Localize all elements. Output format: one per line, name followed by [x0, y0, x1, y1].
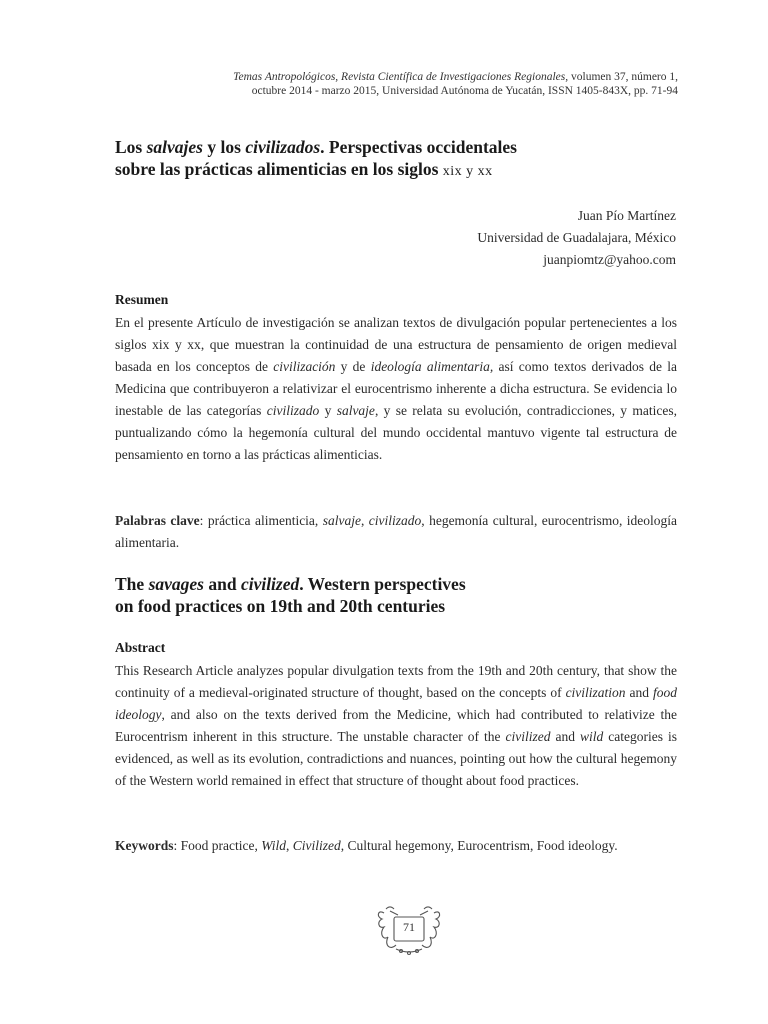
author-email[interactable]: juanpiomtz@yahoo.com [543, 252, 676, 267]
author-affiliation: Universidad de Guadalajara, México [477, 230, 676, 245]
author-name: Juan Pío Martínez [577, 208, 676, 223]
journal-header-line-1: Temas Antropológicos, Revista Científica de Investigaciones Regionales, volumen 37, número 1, [233, 71, 678, 83]
article-title-en: The savages and civilized. Western perspectives on food practices on 19th and 20th centuries [115, 574, 466, 616]
abstract-text: This Research Article analyzes popular divulgation texts from the 19th and 20th century, that show the continuity of a medieval-originated structure of thought, based on the concepts of civilization and food ideology, and also on the texts derived from the Medicine, which had contributed to relativize the Eurocentrism inherent in this structure. The unstable character of the civilized and wild categories is evidenced, as well as its evolution, contradictions and nuances, pointing out how the cultural hegemony of the Western world remained in effect that structure of thought about food practices. [115, 663, 677, 788]
article-title-es: Los salvajes y los civilizados. Perspectivas occidentales sobre las prácticas alimenticias en los siglos xix y xx [115, 137, 517, 179]
journal-header-line-2: octubre 2014 - marzo 2015, Universidad Autónoma de Yucatán, ISSN 1405-843X, pp. 71-94 [251, 85, 678, 97]
palabras-clave-label: Palabras clave [115, 513, 200, 528]
keywords-label: Keywords [115, 838, 174, 853]
journal-header [118, 70, 678, 98]
resumen-heading: Resumen [115, 292, 169, 307]
keywords: Keywords: Food practice, Wild, Civilized, Cultural hegemony, Eurocentrism, Food ideology. [115, 838, 618, 853]
abstract-heading: Abstract [115, 640, 166, 655]
resumen-text: En el presente Artículo de investigación se analizan textos de divulgación popular pertenecientes a los siglos xix y xx, que muestran la continuidad de una estructura de pensamiento de origen medieval basada en los conceptos de civilización y de ideología alimentaria, así como textos derivados de la Medicina que contribuyeron a relativizar el eurocentrismo inherente a dicha estructura. Se evidencia lo inestable de las categorías civilizado y salvaje, y se relata su evolución, contradicciones, y matices, puntualizando cómo la hegemonía cultural del mundo occidental mantuvo vigente tal estructura de pensamiento en torno a las prácticas alimenticias. [115, 315, 678, 462]
palabras-clave: Palabras clave: práctica alimenticia, salvaje, civilizado, hegemonía cultural, eurocentrismo, ideología alimentaria. [115, 513, 677, 550]
author-block [276, 205, 676, 271]
page-number: 71 [403, 920, 415, 934]
